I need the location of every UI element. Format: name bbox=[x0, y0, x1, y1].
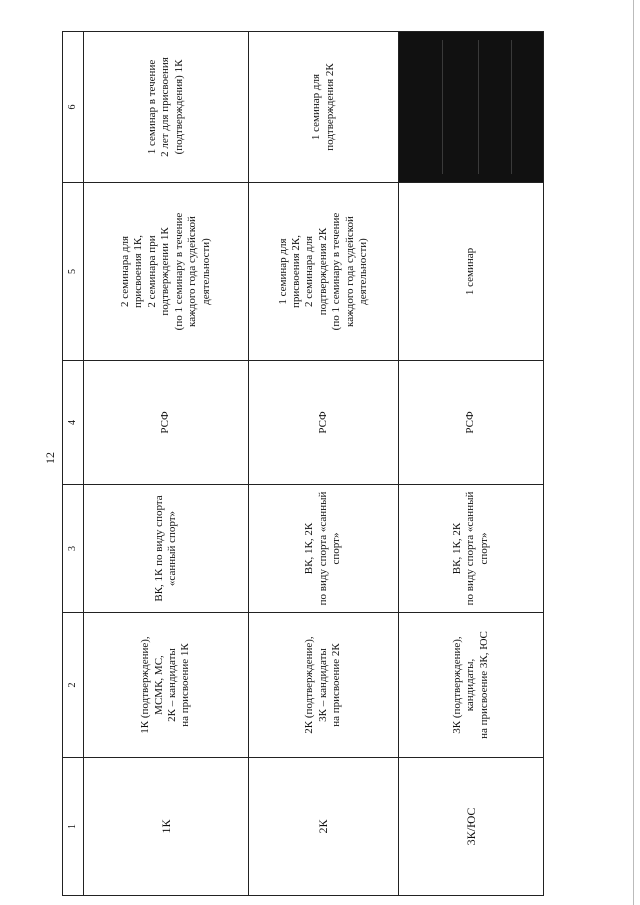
redacted-cell bbox=[399, 32, 544, 183]
seminars-cell: 1 семинар bbox=[399, 183, 544, 361]
header-cell: 2 bbox=[63, 613, 84, 758]
periodicity-cell: 1 семинар в течение 2 лет для присвоения (подтверждения) 1К bbox=[84, 32, 249, 183]
document-table-wrapper bbox=[62, 32, 526, 896]
header-cell: 4 bbox=[63, 361, 84, 485]
header-cell: 1 bbox=[63, 758, 84, 896]
category-cell: 1К bbox=[84, 758, 249, 896]
seminars-cell: 1 семинар для присвоения 2К, 2 семинара для подтверждения 2К (по 1 семинару в течение каждого года судейской деятельности) bbox=[249, 183, 399, 361]
organizer-cell: РСФ bbox=[84, 361, 249, 485]
judges-cell: ВК, 1К, 2К по виду спорта «санный спорт» bbox=[399, 485, 544, 613]
candidates-cell: 3К (подтверждение), кандидаты, на присвоение 3К, ЮС bbox=[399, 613, 544, 758]
table-row bbox=[249, 32, 399, 896]
table-header-row bbox=[63, 32, 84, 896]
category-cell: 2К bbox=[249, 758, 399, 896]
judges-cell: ВК, 1К по виду спорта «санный спорт» bbox=[84, 485, 249, 613]
organizer-cell: РСФ bbox=[249, 361, 399, 485]
page-number: 12 bbox=[43, 452, 57, 464]
periodicity-cell: 1 семинар для подтверждения 2К bbox=[249, 32, 399, 183]
candidates-cell: 2К (подтверждение), 3К – кандидаты на присвоение 2К bbox=[249, 613, 399, 758]
header-cell: 3 bbox=[63, 485, 84, 613]
table-row bbox=[399, 32, 544, 896]
scan-edge-line bbox=[633, 0, 634, 905]
seminars-cell: 2 семинара для присвоения 1К, 2 семинара при подтверждении 1К (по 1 семинару в течение каждого года судейской деятельности) bbox=[84, 183, 249, 361]
organizer-cell: РСФ bbox=[399, 361, 544, 485]
seminar-requirements-table bbox=[62, 31, 544, 896]
candidates-cell: 1К (подтверждение), МСМК, МС, 2К – кандидаты на присвоение 1К bbox=[84, 613, 249, 758]
category-cell: 3К/ЮС bbox=[399, 758, 544, 896]
header-cell: 5 bbox=[63, 183, 84, 361]
judges-cell: ВК, 1К, 2К по виду спорта «санный спорт» bbox=[249, 485, 399, 613]
table-row bbox=[84, 32, 249, 896]
header-cell: 6 bbox=[63, 32, 84, 183]
